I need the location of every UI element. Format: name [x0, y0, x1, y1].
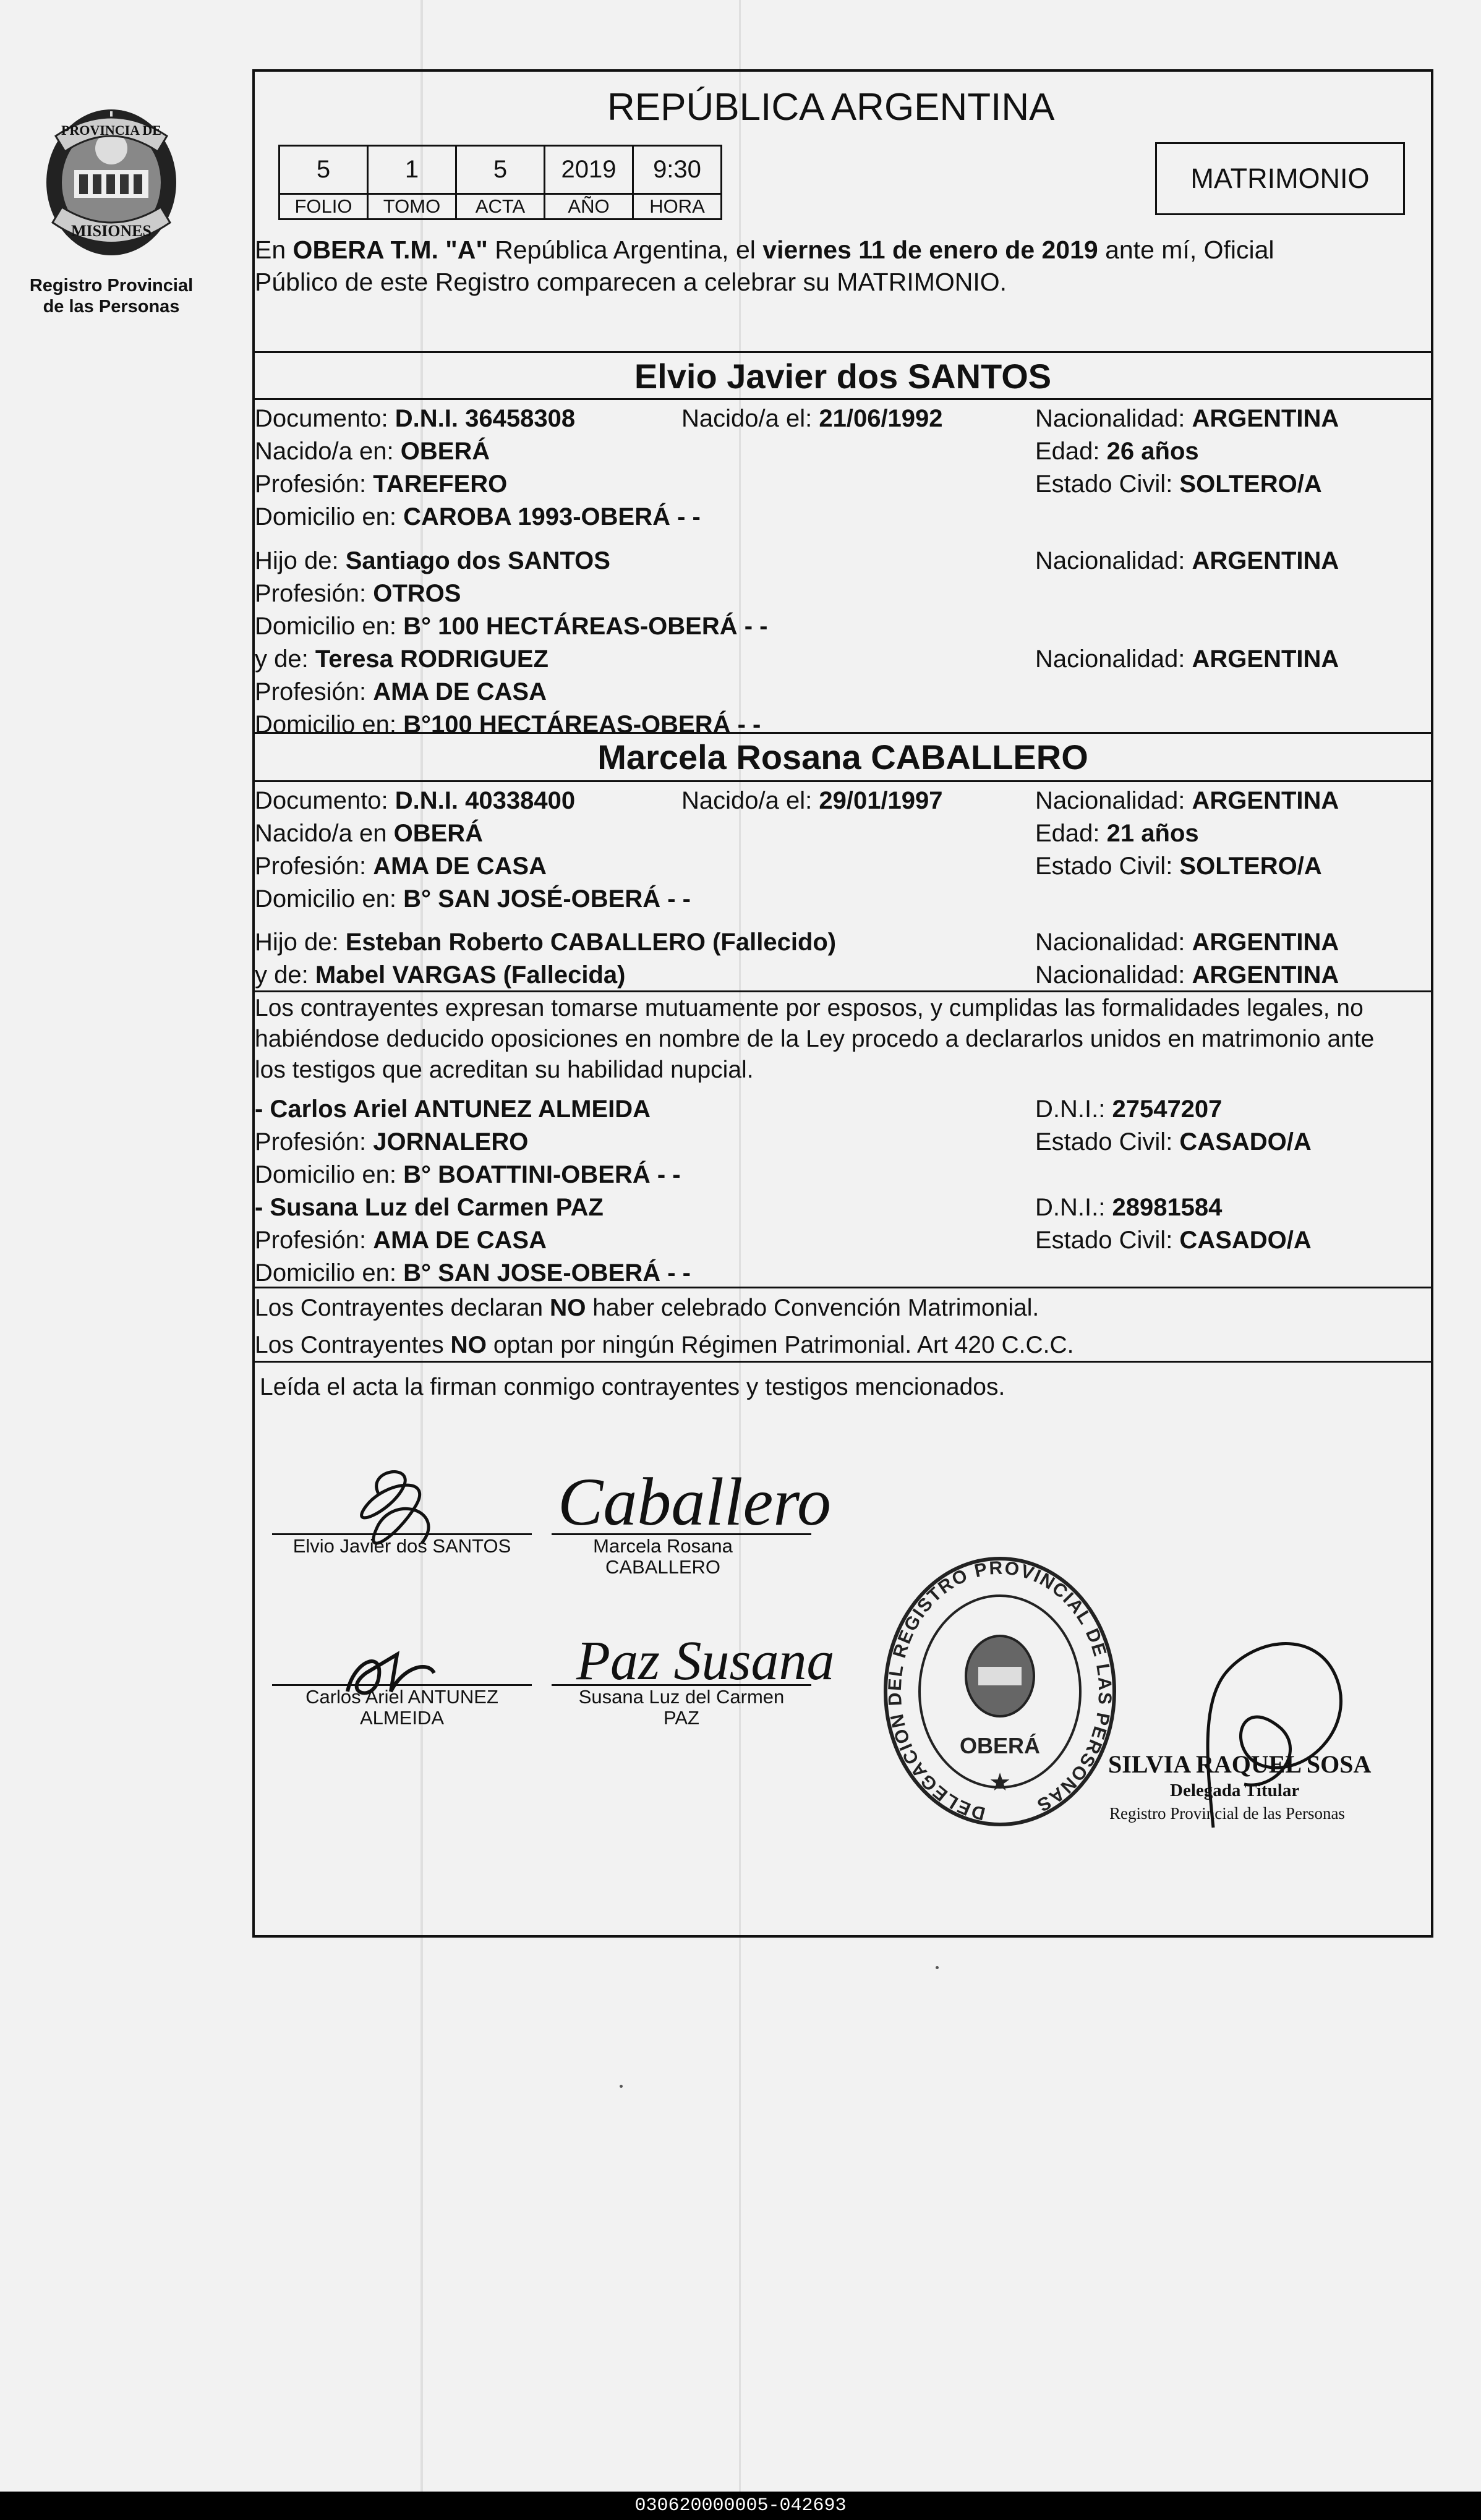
- official-office: Registro Provincial de las Personas: [1109, 1804, 1345, 1823]
- spouse1-birthdate: [681, 402, 943, 435]
- tomo-value: 1: [368, 146, 456, 194]
- spouse1-nationality: [1035, 402, 1339, 435]
- seal-caption-line2: de las Personas: [43, 297, 180, 317]
- official-stamp-icon: [879, 1556, 1120, 1840]
- label: Nacionalidad:: [1035, 961, 1192, 989]
- label: Nacido/a en:: [255, 438, 401, 465]
- spouse2-age: [1035, 817, 1199, 849]
- label: y de:: [255, 645, 315, 673]
- witness2-dni: [1035, 1191, 1222, 1224]
- spouse1-mother-domicile: [255, 709, 761, 741]
- value: ARGENTINA: [1192, 787, 1339, 814]
- label: Domicilio en:: [255, 885, 404, 913]
- spouse2-civil-status: [1035, 850, 1322, 882]
- convention-statement: [255, 1292, 1039, 1324]
- intro-line2: Público de este Registro comparecen a celebrar su MATRIMONIO.: [255, 268, 1007, 296]
- signature-2-scribble: [552, 1457, 832, 1543]
- name-line: ALMEIDA: [359, 1707, 445, 1729]
- label: Profesión:: [255, 470, 373, 498]
- spouse2-domicile: [255, 883, 691, 915]
- value: Teresa RODRIGUEZ: [315, 645, 548, 673]
- spouse2-name: Marcela Rosana CABALLERO: [597, 738, 1088, 777]
- witness1-civil-status: [1035, 1126, 1312, 1158]
- name-line: PAZ: [664, 1707, 699, 1729]
- official-role: Delegada Titular: [1170, 1781, 1300, 1800]
- spouse2-mother-nationality: [1035, 959, 1339, 991]
- value: CAROBA 1993-OBERÁ - -: [403, 503, 701, 530]
- intro-place: OBERA T.M. "A": [292, 236, 488, 264]
- spouse1-father-nationality: [1035, 545, 1339, 577]
- value: OTROS: [373, 580, 461, 607]
- label: Hijo de:: [255, 929, 346, 956]
- spouse1-name: Elvio Javier dos SANTOS: [634, 357, 1052, 396]
- label: Nacionalidad:: [1035, 547, 1192, 574]
- divider: [255, 780, 1431, 782]
- misiones-emblem-icon: [19, 99, 204, 266]
- witness2-domicile: [255, 1257, 691, 1289]
- emblem-text-bottom: MISIONES: [70, 222, 152, 240]
- value: SOLTERO/A: [1179, 853, 1322, 880]
- declaration-line: Los contrayentes expresan tomarse mutuamente por esposos, y cumplidas las formalidades legales, no: [255, 995, 1364, 1021]
- signature-2-name: [552, 1536, 774, 1578]
- value: ARGENTINA: [1192, 547, 1339, 574]
- label: Nacionalidad:: [1035, 929, 1192, 956]
- certificate-frame: [252, 69, 1433, 1938]
- value: 29/01/1997: [819, 787, 943, 814]
- year-label: AÑO: [545, 194, 633, 219]
- hour-value: 9:30: [633, 146, 722, 194]
- folio-value: 5: [280, 146, 368, 194]
- witness2-name: - Susana Luz del Carmen PAZ: [255, 1194, 604, 1221]
- spouse1-domicile: [255, 501, 701, 533]
- value: B° 100 HECTÁREAS-OBERÁ - -: [403, 613, 768, 640]
- label: Domicilio en:: [255, 503, 404, 530]
- value: OBERÁ: [400, 438, 490, 465]
- spouse1-birthplace: [255, 435, 490, 467]
- label: Edad:: [1035, 820, 1107, 847]
- value: D.N.I. 40338400: [395, 787, 576, 814]
- text: NO: [450, 1332, 487, 1358]
- spouse1-profession: [255, 468, 507, 500]
- value: 27547207: [1112, 1096, 1223, 1123]
- spouse2-father: [255, 926, 836, 958]
- intro-date: viernes 11 de enero de 2019: [762, 236, 1098, 264]
- spouse1-father-profession: [255, 577, 461, 610]
- label: Edad:: [1035, 438, 1107, 465]
- emblem-text-top: PROVINCIA DE: [61, 122, 161, 138]
- label: Domicilio en:: [255, 711, 404, 738]
- witness1-profession: [255, 1126, 528, 1158]
- name-line: CABALLERO: [605, 1556, 721, 1578]
- value: Mabel VARGAS (Fallecida): [315, 961, 626, 989]
- signature-2-handwriting: Caballero: [558, 1464, 832, 1539]
- witness1-domicile: [255, 1159, 681, 1191]
- value: B° BOATTINI-OBERÁ - -: [403, 1161, 681, 1188]
- act-type-box: MATRIMONIO: [1155, 142, 1405, 215]
- spouse1-mother: [255, 643, 548, 675]
- declaration-paragraph: [255, 993, 1431, 1086]
- name-line: Carlos Ariel ANTUNEZ: [305, 1686, 498, 1708]
- value: AMA DE CASA: [373, 1227, 547, 1254]
- text: NO: [549, 1295, 586, 1321]
- value: TAREFERO: [373, 470, 508, 498]
- value: ARGENTINA: [1192, 645, 1339, 673]
- value: JORNALERO: [373, 1128, 529, 1156]
- value: 28981584: [1112, 1194, 1223, 1221]
- official-name: SILVIA RAQUEL SOSA: [1108, 1750, 1372, 1778]
- stamp-ring-text: DELEGACION DEL REGISTRO PROVINCIAL DE LAS PERSONAS: [884, 1557, 1116, 1824]
- value: AMA DE CASA: [373, 678, 547, 705]
- spouse1-father-domicile: [255, 610, 767, 642]
- label: Domicilio en:: [255, 1259, 404, 1287]
- value: 21/06/1992: [819, 405, 943, 432]
- signature-1-name: Elvio Javier dos SANTOS: [292, 1535, 511, 1557]
- divider: [255, 732, 1431, 734]
- value: AMA DE CASA: [373, 853, 547, 880]
- label: Nacido/a el:: [681, 405, 819, 432]
- spouse2-birthdate: [681, 785, 943, 817]
- label: Documento:: [255, 405, 395, 432]
- value: ARGENTINA: [1192, 961, 1339, 989]
- spouse1-mother-nationality: [1035, 643, 1339, 675]
- value: OBERÁ: [393, 820, 484, 847]
- value: 26 años: [1106, 438, 1199, 465]
- spouse2-document: [255, 785, 575, 817]
- spouse2-nationality: [1035, 785, 1339, 817]
- label: Estado Civil:: [1035, 853, 1180, 880]
- seal-caption: [19, 275, 204, 317]
- seal-caption-line1: Registro Provincial: [29, 276, 194, 296]
- signature-3-name: [272, 1687, 532, 1729]
- label: Estado Civil:: [1035, 1128, 1180, 1156]
- reference-table: [278, 145, 722, 220]
- spouse2-birthplace: [255, 817, 483, 849]
- value: ARGENTINA: [1192, 405, 1339, 432]
- spouse1-civil-status: [1035, 468, 1322, 500]
- text: optan por ningún Régimen Patrimonial. Art 420 C.C.C.: [487, 1332, 1074, 1358]
- witness2-profession: [255, 1224, 547, 1256]
- signature-4-scribble: [576, 1617, 836, 1692]
- value: CASADO/A: [1179, 1128, 1312, 1156]
- label: D.N.I.:: [1035, 1096, 1112, 1123]
- label: Profesión:: [255, 1227, 373, 1254]
- label: Profesión:: [255, 1128, 373, 1156]
- value: D.N.I. 36458308: [395, 405, 576, 432]
- page-title: REPÚBLICA ARGENTINA: [607, 86, 1055, 129]
- label: D.N.I.:: [1035, 1194, 1112, 1221]
- spouse1-document: [255, 402, 575, 435]
- folio-label: FOLIO: [280, 194, 368, 219]
- intro-text: ante mí, Oficial: [1098, 236, 1274, 264]
- value: B° SAN JOSÉ-OBERÁ - -: [403, 885, 691, 913]
- tomo-label: TOMO: [368, 194, 456, 219]
- acta-label: ACTA: [456, 194, 545, 219]
- intro-paragraph: [255, 234, 1274, 298]
- scan-dot: [936, 1966, 939, 1969]
- divider: [255, 351, 1431, 353]
- regime-statement: [255, 1329, 1074, 1361]
- signature-4-handwriting: Paz Susana: [576, 1630, 835, 1692]
- value: 21 años: [1106, 820, 1199, 847]
- footer-code: 030620000005-042693: [0, 2492, 1481, 2520]
- witness2-civil-status: [1035, 1224, 1312, 1256]
- label: Nacionalidad:: [1035, 787, 1192, 814]
- divider: [255, 1287, 1431, 1288]
- name-line: Marcela Rosana: [593, 1535, 733, 1557]
- text: Los Contrayentes declaran: [255, 1295, 550, 1321]
- label: Documento:: [255, 787, 395, 814]
- closing-statement: Leída el acta la firman conmigo contrayentes y testigos mencionados.: [260, 1374, 1005, 1400]
- spouse1-mother-profession: [255, 676, 547, 708]
- spouse2-mother: [255, 959, 625, 991]
- label: Domicilio en:: [255, 1161, 404, 1188]
- declaration-line: los testigos que acreditan su habilidad nupcial.: [255, 1057, 754, 1083]
- witness1-dni: [1035, 1093, 1222, 1125]
- divider: [255, 1361, 1431, 1363]
- label: Domicilio en:: [255, 613, 404, 640]
- label: Nacido/a en: [255, 820, 394, 847]
- witness1-name: - Carlos Ariel ANTUNEZ ALMEIDA: [255, 1096, 651, 1123]
- label: Estado Civil:: [1035, 1227, 1180, 1254]
- label: Profesión:: [255, 853, 373, 880]
- stamp-star-icon: ★: [989, 1769, 1011, 1796]
- year-value: 2019: [545, 146, 633, 194]
- label: Hijo de:: [255, 547, 346, 574]
- intro-text: En: [255, 236, 293, 264]
- label: Nacionalidad:: [1035, 405, 1192, 432]
- name-line: Susana Luz del Carmen: [578, 1686, 785, 1708]
- text: haber celebrado Convención Matrimonial.: [586, 1295, 1039, 1321]
- spouse2-profession: [255, 850, 547, 882]
- value: SOLTERO/A: [1179, 470, 1322, 498]
- text: Los Contrayentes: [255, 1332, 451, 1358]
- spouse1-father: [255, 545, 610, 577]
- value: ARGENTINA: [1192, 929, 1339, 956]
- signature-4-name: [552, 1687, 811, 1729]
- value: Esteban Roberto CABALLERO (Fallecido): [345, 929, 837, 956]
- spouse1-age: [1035, 435, 1199, 467]
- label: Nacido/a el:: [681, 787, 819, 814]
- signature-1-scribble: [310, 1457, 459, 1580]
- spouse2-father-nationality: [1035, 926, 1339, 958]
- label: y de:: [255, 961, 315, 989]
- divider: [255, 398, 1431, 400]
- intro-text: República Argentina, el: [487, 236, 763, 264]
- value: Santiago dos SANTOS: [345, 547, 610, 574]
- label: Nacionalidad:: [1035, 645, 1192, 673]
- divider: [255, 990, 1431, 992]
- registry-seal: [19, 99, 204, 317]
- label: Profesión:: [255, 678, 373, 705]
- label: Estado Civil:: [1035, 470, 1180, 498]
- stamp-center-text: OBERÁ: [959, 1733, 1041, 1758]
- value: CASADO/A: [1179, 1227, 1312, 1254]
- scan-dot: [620, 2085, 623, 2088]
- label: Profesión:: [255, 580, 373, 607]
- value: B° SAN JOSE-OBERÁ - -: [403, 1259, 691, 1287]
- hour-label: HORA: [633, 194, 722, 219]
- acta-value: 5: [456, 146, 545, 194]
- value: B°100 HECTÁREAS-OBERÁ - -: [403, 711, 761, 738]
- declaration-line: habiéndose deducido oposiciones en nombre de la Ley procedo a declararlos unidos en matrimonio ante: [255, 1026, 1375, 1052]
